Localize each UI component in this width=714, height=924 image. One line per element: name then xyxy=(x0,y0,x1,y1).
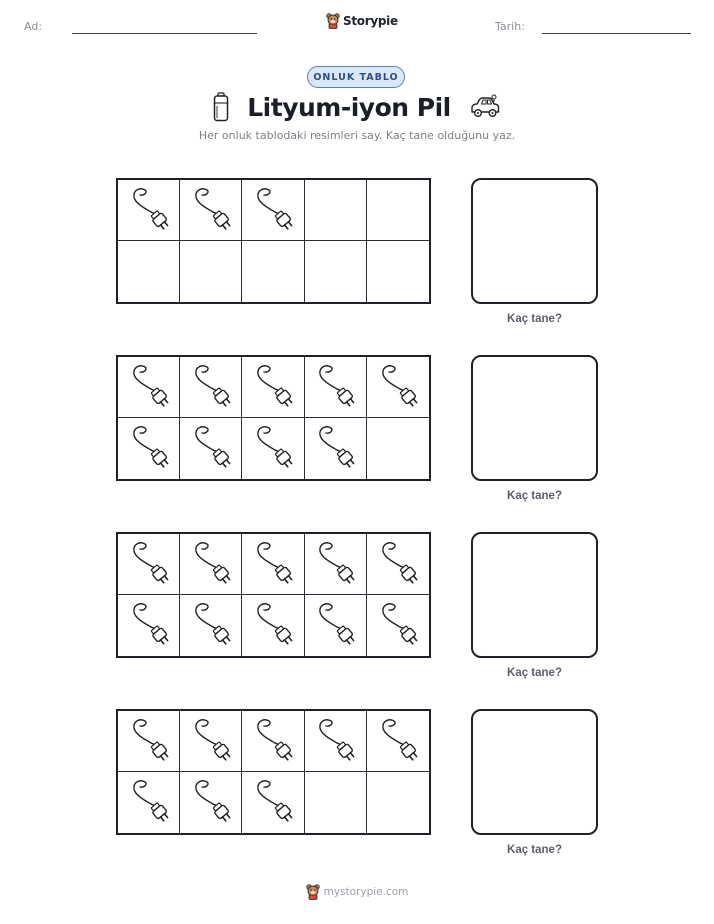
plug-cable-icon xyxy=(315,362,355,413)
filled-cell xyxy=(242,418,304,479)
ten-frame-4 xyxy=(116,709,431,835)
filled-cell xyxy=(242,534,304,595)
filled-cell xyxy=(242,711,304,772)
plug-cable-icon xyxy=(253,423,293,474)
filled-cell xyxy=(305,534,367,595)
filled-cell xyxy=(118,711,180,772)
filled-cell xyxy=(367,711,429,772)
name-line[interactable] xyxy=(72,33,257,34)
filled-cell xyxy=(305,711,367,772)
plug-cable-icon xyxy=(129,185,169,236)
date-label: Tarih: xyxy=(495,20,525,33)
filled-cell xyxy=(118,534,180,595)
filled-cell xyxy=(180,534,242,595)
plug-cable-icon xyxy=(378,539,418,590)
filled-cell xyxy=(180,180,242,241)
answer-prompt-3: Kaç tane? xyxy=(507,667,562,679)
filled-cell xyxy=(242,772,304,833)
empty-cell xyxy=(305,180,367,241)
filled-cell xyxy=(180,711,242,772)
page-title: Lityum-iyon Pil xyxy=(247,92,451,122)
title-row xyxy=(0,92,714,122)
plug-cable-icon xyxy=(129,716,169,767)
filled-cell xyxy=(118,180,180,241)
empty-cell xyxy=(367,241,429,302)
toy-car-icon xyxy=(469,94,501,120)
plug-cable-icon xyxy=(315,600,355,651)
filled-cell xyxy=(180,418,242,479)
footer-url: mystorypie.com xyxy=(323,886,409,898)
answer-prompt-4: Kaç tane? xyxy=(507,844,562,856)
ten-frame-3 xyxy=(116,532,431,658)
plug-cable-icon xyxy=(129,600,169,651)
brand-name: Storypie xyxy=(343,14,398,28)
plug-cable-icon xyxy=(315,539,355,590)
empty-cell xyxy=(118,241,180,302)
plug-cable-icon xyxy=(191,185,231,236)
filled-cell xyxy=(305,418,367,479)
plug-cable-icon xyxy=(191,423,231,474)
filled-cell xyxy=(242,180,304,241)
empty-cell xyxy=(305,772,367,833)
filled-cell xyxy=(118,595,180,656)
battery-icon xyxy=(213,92,229,122)
plug-cable-icon xyxy=(129,423,169,474)
empty-cell xyxy=(367,418,429,479)
filled-cell xyxy=(367,534,429,595)
filled-cell xyxy=(242,595,304,656)
answer-prompt-1: Kaç tane? xyxy=(507,313,562,325)
empty-cell xyxy=(367,772,429,833)
plug-cable-icon xyxy=(253,777,293,828)
plug-cable-icon xyxy=(253,362,293,413)
plug-cable-icon xyxy=(253,600,293,651)
instructions: Her onluk tablodaki resimleri say. Kaç tane olduğunu yaz. xyxy=(198,129,516,142)
filled-cell xyxy=(367,595,429,656)
plug-cable-icon xyxy=(315,423,355,474)
footer xyxy=(0,884,714,900)
filled-cell xyxy=(118,418,180,479)
plug-cable-icon xyxy=(191,539,231,590)
plug-cable-icon xyxy=(191,362,231,413)
plug-cable-icon xyxy=(378,362,418,413)
empty-cell xyxy=(180,241,242,302)
date-line[interactable] xyxy=(542,33,691,34)
answer-prompt-2: Kaç tane? xyxy=(507,490,562,502)
filled-cell xyxy=(367,357,429,418)
answer-box-2[interactable] xyxy=(471,355,598,481)
plug-cable-icon xyxy=(191,716,231,767)
plug-cable-icon xyxy=(315,716,355,767)
brand-logo xyxy=(326,13,398,29)
filled-cell xyxy=(305,595,367,656)
filled-cell xyxy=(180,357,242,418)
plug-cable-icon xyxy=(129,539,169,590)
empty-cell xyxy=(242,241,304,302)
answer-box-3[interactable] xyxy=(471,532,598,658)
ten-frame-1 xyxy=(116,178,431,304)
plug-cable-icon xyxy=(253,716,293,767)
empty-cell xyxy=(367,180,429,241)
plug-cable-icon xyxy=(129,777,169,828)
filled-cell xyxy=(180,595,242,656)
footer-bear-icon xyxy=(306,884,320,900)
filled-cell xyxy=(305,357,367,418)
plug-cable-icon xyxy=(253,185,293,236)
bear-icon xyxy=(326,13,340,29)
plug-cable-icon xyxy=(378,716,418,767)
worksheet-type-badge: ONLUK TABLO xyxy=(307,66,405,88)
filled-cell xyxy=(242,357,304,418)
ten-frame-2 xyxy=(116,355,431,481)
plug-cable-icon xyxy=(129,362,169,413)
plug-cable-icon xyxy=(191,777,231,828)
empty-cell xyxy=(305,241,367,302)
plug-cable-icon xyxy=(191,600,231,651)
answer-box-4[interactable] xyxy=(471,709,598,835)
plug-cable-icon xyxy=(378,600,418,651)
filled-cell xyxy=(118,357,180,418)
plug-cable-icon xyxy=(253,539,293,590)
name-label: Ad: xyxy=(24,20,43,33)
answer-box-1[interactable] xyxy=(471,178,598,304)
filled-cell xyxy=(180,772,242,833)
filled-cell xyxy=(118,772,180,833)
